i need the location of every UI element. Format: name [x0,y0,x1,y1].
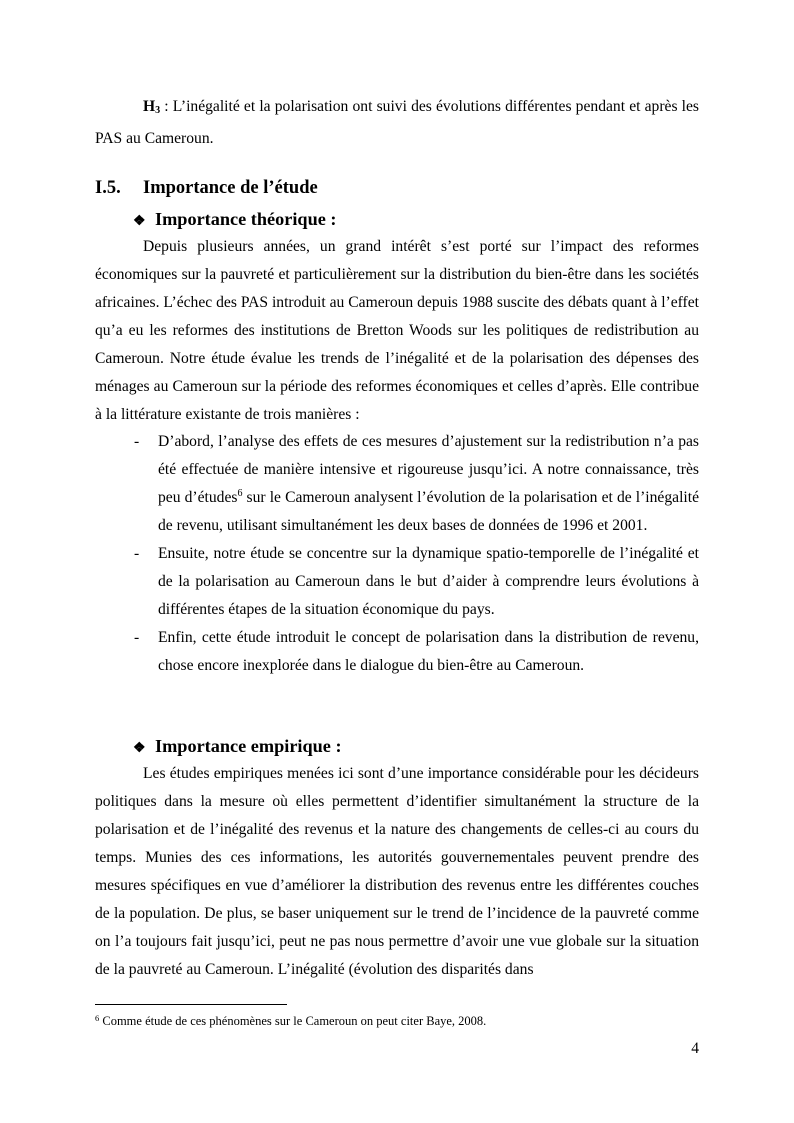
theoretical-heading [133,205,336,236]
footnote-mark: 6 [95,1013,100,1023]
dash-bullet: - [134,545,140,562]
theoretical-paragraph: Depuis plusieurs années, un grand intérêt s’est porté sur l’impact des reformes économiques sur la pauvreté et particulièrement sur la distribution du bien-être dans les sociétés africaines. L’échec des PAS introduit au Cameroun depuis 1988 suscite des débats quant à l’effet qu’a eu les reformes des institutions de Bretton Woods sur les politiques de redistribution au Cameroun. Notre étude évalue les trends de l’inégalité et de la polarisation des dépenses des ménages au Cameroun sur la période des reformes économiques et celles d’après. Elle contribue à la littérature existante de trois manières : [95,238,699,423]
list-item-text: Enfin, cette étude introduit le concept de polarisation dans la distribution de revenu, chose encore inexplorée dans le dialogue du bien-être au Cameroun. [158,629,699,674]
empirical-heading [133,732,342,763]
footnote-divider [95,1004,287,1005]
list-item-text: Ensuite, notre étude se concentre sur la dynamique spatio-temporelle de l’inégalité et de la polarisation au Cameroun dans le but d’aider à comprendre leurs évolutions à différentes étapes de la situation économique du pays. [158,545,699,618]
section-number: I.5. [95,178,121,198]
hypothesis-label: $H_3$ [143,98,161,116]
footnote-text: Comme étude de ces phénomènes sur le Cameroun on peut citer Baye, 2008. [99,1014,487,1028]
footnote [95,1012,486,1030]
theoretical-heading-text: Importance théorique : [155,209,337,229]
hypothesis-text: : L’inégalité et la polarisation ont suivi des évolutions différentes pendant et après les PAS au Cameroun. [95,98,699,147]
empirical-paragraph: Les études empiriques menées ici sont d’une importance considérable pour les décideurs politiques dans la mesure où elles permettent d’identifier simultanément la structure de la polarisation et de l’inégalité des revenus et la nature des changements de celles-ci au cours du temps. Munies des ces informations, les autorités gouvernementales peuvent prendre des mesures spécifiques en vue d’améliorer la distribution des revenus entre les différentes couches de la population. De plus, se baser uniquement sur le trend de l’incidence de la pauvreté comme on l’a toujours fait jusqu’ici, peut ne pas nous permettre d’avoir une vue globale sur la situation de la pauvreté au Cameroun. L’inégalité (évolution des disparités dans [95,765,699,978]
section-heading [95,174,318,202]
list-item-text-continued: sur le Cameroun analysent l’évolution de la polarisation et de l’inégalité de revenu, utilisant simultanément les deux bases de données de 1996 et 2001. [158,489,699,534]
footnote-reference: 6 [237,488,243,499]
diamond-bullet-icon: ❖ [133,741,146,756]
hypothesis-paragraph [95,93,699,153]
diamond-bullet-icon: ❖ [133,214,146,229]
list-item [95,624,699,680]
section-title: Importance de l’étude [143,178,318,198]
list-item [95,540,699,624]
list-item-text: D’abord, l’analyse des effets de ces mesures d’ajustement sur la redistribution n’a pas été effectuée de manière intensive et rigoureuse jusqu’ici. A notre connaissance, très peu d’études [158,433,699,506]
page-number: 4 [691,1040,699,1057]
dash-bullet: - [134,629,140,646]
empirical-heading-text: Importance empirique : [155,736,342,756]
dash-bullet: - [134,433,140,450]
contribution-list [95,428,699,680]
list-item [95,428,699,540]
